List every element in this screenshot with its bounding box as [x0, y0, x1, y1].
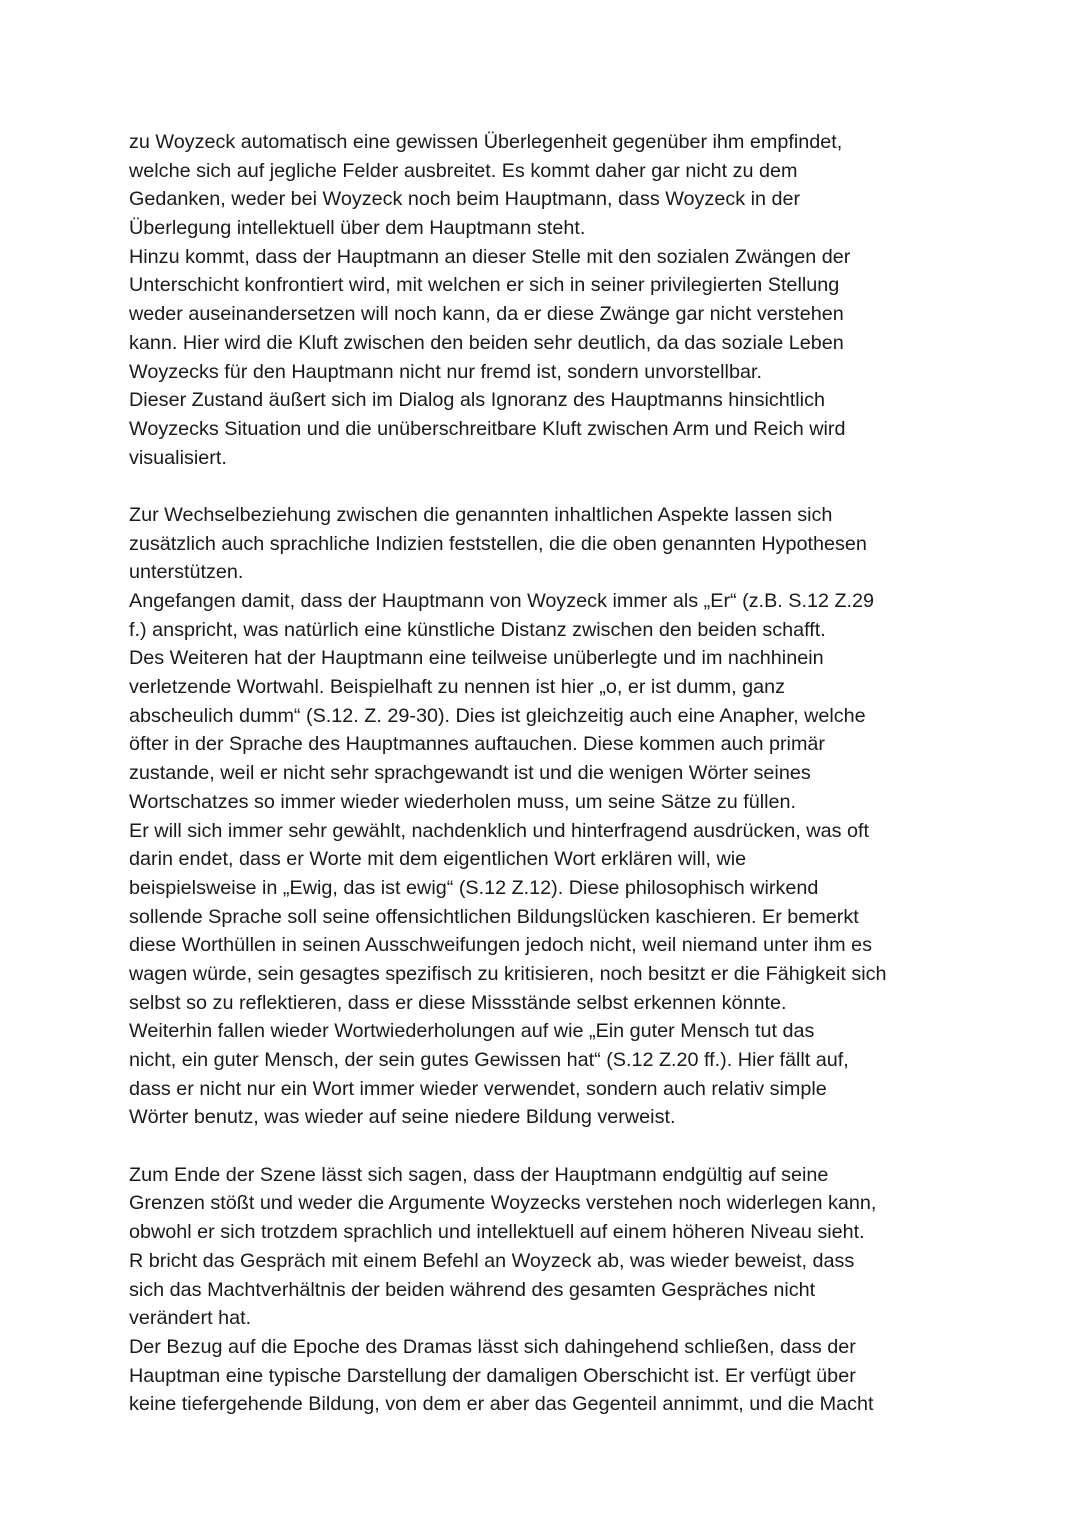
text-line: dass er nicht nur ein Wort immer wieder verwendet, sondern auch relativ simple — [129, 1077, 827, 1100]
text-line: welche sich auf jegliche Felder ausbreitet. Es kommt daher gar nicht zu dem — [129, 159, 798, 182]
text-line: selbst so zu reflektieren, dass er diese Missstände selbst erkennen könnte. — [129, 991, 787, 1014]
text-line: nicht, ein guter Mensch, der sein gutes Gewissen hat“ (S.12 Z.20 ff.). Hier fällt auf, — [129, 1049, 849, 1071]
paragraph — [129, 128, 969, 472]
text-line: beispielsweise in „Ewig, das ist ewig“ (S.12 Z.12). Diese philosophisch wirkend — [129, 876, 819, 899]
text-line: kann. Hier wird die Kluft zwischen den beiden sehr deutlich, da das soziale Leben — [129, 331, 844, 354]
text-line: wagen würde, sein gesagtes spezifisch zu kritisieren, noch besitzt er die Fähigkeit sich — [129, 962, 887, 985]
paragraph-gap — [129, 472, 969, 501]
text-line: sich das Machtverhältnis der beiden während des gesamten Gespräches nicht — [129, 1278, 816, 1301]
text-line: R bricht das Gespräch mit einem Befehl an Woyzeck ab, was wieder beweist, dass — [129, 1249, 855, 1272]
text-line: Grenzen stößt und weder die Argumente Woyzecks verstehen noch widerlegen kann, — [129, 1192, 877, 1215]
text-line: Zur Wechselbeziehung zwischen die genannten inhaltlichen Aspekte lassen sich — [129, 503, 833, 526]
text-line: Des Weiteren hat der Hauptmann eine teilweise unüberlegte und im nachhinein — [129, 647, 824, 670]
text-line: zusätzlich auch sprachliche Indizien feststellen, die die oben genannten Hypothesen — [129, 532, 867, 555]
text-line: Hinzu kommt, dass der Hauptmann an dieser Stelle mit den sozialen Zwängen der — [129, 245, 851, 268]
text-line: keine tiefergehende Bildung, von dem er aber das Gegenteil annimmt, und die Macht — [129, 1393, 874, 1416]
text-line: zu Woyzeck automatisch eine gewissen Überlegenheit gegenüber ihm empfindet, — [129, 131, 843, 153]
text-line: Gedanken, weder bei Woyzeck noch beim Hauptmann, dass Woyzeck in der — [129, 188, 801, 211]
text-line: Er will sich immer sehr gewählt, nachdenklich und hinterfragend ausdrücken, was oft — [129, 819, 869, 842]
text-line: Wörter benutz, was wieder auf seine niedere Bildung verweist. — [129, 1106, 676, 1129]
text-line: visualisiert. — [129, 446, 227, 469]
text-line: Angefangen damit, dass der Hauptmann von Woyzeck immer als „Er“ (z.B. S.12 Z.29 — [129, 590, 875, 612]
text-line: sollende Sprache soll seine offensichtlichen Bildungslücken kaschieren. Er bemerkt — [129, 905, 859, 928]
text-line: Dieser Zustand äußert sich im Dialog als Ignoranz des Hauptmanns hinsichtlich — [129, 389, 825, 412]
text-line: Unterschicht konfrontiert wird, mit welchen er sich in seiner privilegierten Stellung — [129, 274, 840, 297]
paragraph — [129, 501, 969, 1132]
document-body — [129, 128, 969, 1419]
text-line: Hauptman eine typische Darstellung der damaligen Oberschicht ist. Er verfügt über — [129, 1364, 856, 1387]
text-line: obwohl er sich trotzdem sprachlich und intellektuell auf einem höheren Niveau sieht. — [129, 1221, 865, 1244]
text-line: diese Worthüllen in seinen Ausschweifungen jedoch nicht, weil niemand unter ihm es — [129, 934, 872, 957]
text-line: Wortschatzes so immer wieder wiederholen muss, um seine Sätze zu füllen. — [129, 790, 796, 813]
text-line: Zum Ende der Szene lässt sich sagen, dass der Hauptmann endgültig auf seine — [129, 1163, 829, 1186]
text-line: f.) anspricht, was natürlich eine künstliche Distanz zwischen den beiden schafft. — [129, 618, 826, 641]
text-line: unterstützen. — [129, 561, 244, 584]
text-line: Der Bezug auf die Epoche des Dramas lässt sich dahingehend schließen, dass der — [129, 1335, 856, 1358]
text-line: weder auseinandersetzen will noch kann, da er diese Zwänge gar nicht verstehen — [129, 303, 844, 326]
text-line: Überlegung intellektuell über dem Hauptmann steht. — [129, 217, 586, 240]
text-line: zustande, weil er nicht sehr sprachgewandt ist und die wenigen Wörter seines — [129, 762, 811, 785]
text-line: öfter in der Sprache des Hauptmannes auftauchen. Diese kommen auch primär — [129, 733, 826, 756]
text-line: Weiterhin fallen wieder Wortwiederholungen auf wie „Ein guter Mensch tut das — [129, 1020, 815, 1043]
paragraph — [129, 1161, 969, 1419]
text-line: verändert hat. — [129, 1307, 252, 1330]
text-line: darin endet, dass er Worte mit dem eigentlichen Wort erklären will, wie — [129, 848, 747, 871]
text-line: Woyzecks Situation und die unüberschreitbare Kluft zwischen Arm und Reich wird — [129, 417, 846, 440]
text-line: abscheulich dumm“ (S.12. Z. 29-30). Dies ist gleichzeitig auch eine Anapher, welche — [129, 704, 866, 727]
text-line: verletzende Wortwahl. Beispielhaft zu nennen ist hier „o, er ist dumm, ganz — [129, 676, 786, 699]
paragraph-gap — [129, 1132, 969, 1161]
text-line: Woyzecks für den Hauptmann nicht nur fremd ist, sondern unvorstellbar. — [129, 360, 762, 383]
